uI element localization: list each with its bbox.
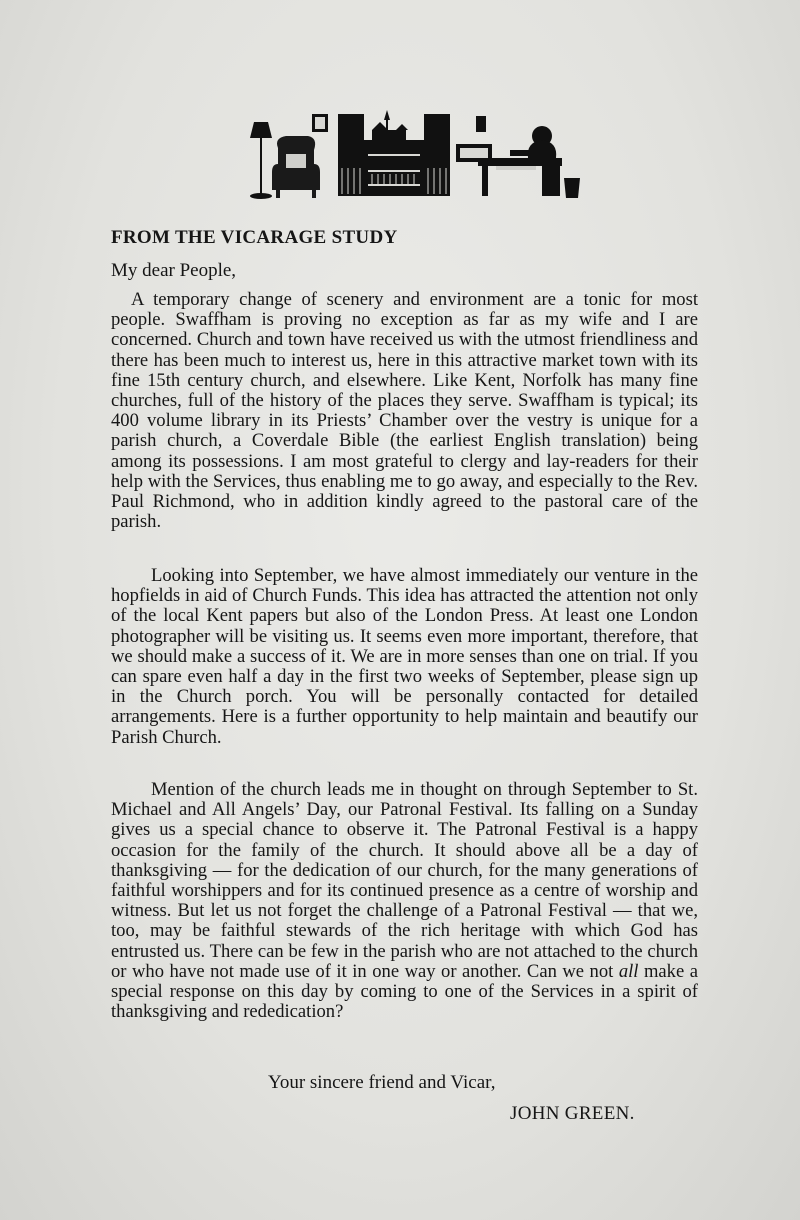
signature: JOHN GREEN. [510, 1103, 635, 1124]
lamp-icon [250, 122, 272, 199]
paragraph-3-text-b: make a special response on this day by coming to one of the Services in a spirit of thanksgiving and rededication? [111, 960, 698, 1023]
armchair-icon [272, 136, 320, 198]
waste-basket-icon [564, 178, 580, 198]
article-heading: FROM THE VICARAGE STUDY [111, 227, 398, 248]
church-picture-icon [372, 110, 408, 140]
cabinet-icon [456, 116, 492, 162]
paragraph-3 [111, 780, 698, 1022]
desk-icon [478, 158, 562, 196]
closing-line: Your sincere friend and Vicar, [268, 1072, 496, 1093]
paragraph-2: Looking into September, we have almost immediately our venture in the hopfields in aid of Church Funds. This idea has attracted the attention not only of the local Kent papers but also of the London Press. At least one London photographer will be visiting us. It seems even more important, therefore, that we should make a success of it. We are in more senses than one on trial. If you can spare even half a day in the first two weeks of September, please sign up in the Church porch. You will be personally contacted for detailed arrangements. Here is a further opportunity to help maintain and beautify our Parish Church. [111, 565, 698, 748]
paragraph-3-emphasis: all [618, 960, 639, 982]
vicarage-study-illustration [246, 108, 582, 204]
salutation: My dear People, [111, 260, 237, 281]
paragraph-3-text-a: Mention of the church leads me in thought on through September to St. Michael and All Angels’ Day, our Patronal Festival. Its falling on a Sunday gives us a special chance to observe it. The Patronal Festival is a happy occasion for the family of the church. It should above all be a day of thanksgiving — for the dedication of our church, for the many generations of faithful worshippers and for its continued presence as a centre of worship and witness. But let us not forget the challenge of a Patronal Festival — that we, too, may be faithful stewards of the rich heritage with which God has entrusted us. There can be few in the parish who are not attached to the church or who have not made use of it in one way or another. Can we not [111, 779, 698, 982]
bookcase-icon [338, 114, 450, 196]
person-at-desk-icon [510, 126, 556, 158]
paragraph-1: A temporary change of scenery and environment are a tonic for most people. Swaffham is proving no exception as far as my wife and I are concerned. Church and town have received us with the utmost friendliness and there has been much to interest us, here in this attractive market town with its fine 15th century church, and elsewhere. Like Kent, Norfolk has many fine churches, full of the history of the places they serve. Swaffham is typical; its 400 volume library in its Priests’ Chamber over the vestry is unique for a parish church, a Coverdale Bible (the earliest English translation) being among its possessions. I am most grateful to clergy and lay-readers for their help with the Services, thus enabling me to go away, and especially to the Rev. Paul Richmond, who in addition kindly agreed to the pastoral care of the parish. [111, 289, 698, 533]
picture-frame-icon [312, 114, 328, 132]
